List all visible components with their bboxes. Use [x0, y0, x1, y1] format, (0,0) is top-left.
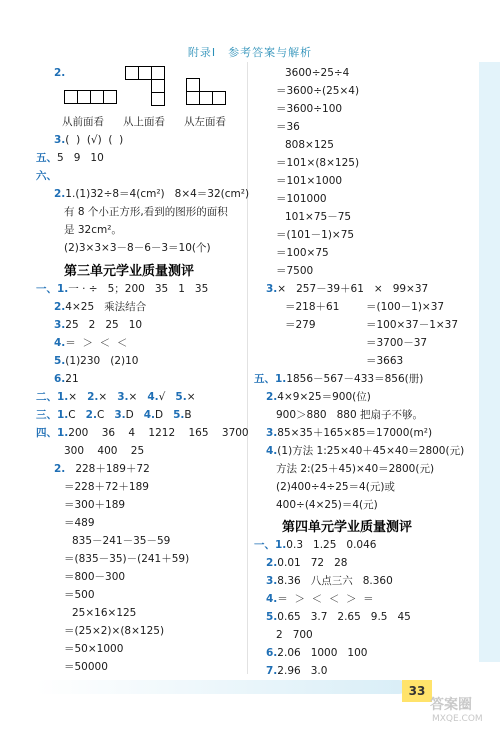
calc-line: ＝101×1000 [276, 175, 343, 187]
answer-line: 有 8 个小正方形,看到的图形的面积 [64, 206, 228, 218]
answer-line: 4.＝ ＞ ＜ ＜ ＞ ＝ [266, 593, 374, 605]
calc-line: ＝(101－1)×75 [276, 229, 355, 241]
answer-line: 二、1.× 2.× 3.× 4.√ 5.× [36, 391, 196, 403]
page-number: 33 [402, 680, 432, 702]
calc-line: 3600÷25÷4 [285, 67, 350, 79]
answer-line: (2)3×3×3－8－6－3＝10(个) [64, 242, 211, 254]
calc-line: ＝279 [285, 319, 316, 331]
answer-line: 4.＝ ＞ ＜ ＜ [54, 337, 128, 349]
calc-line: ＝800－300 [64, 571, 126, 583]
answer-line: 2 700 [276, 629, 313, 641]
column-divider [247, 62, 248, 674]
answer-line: 3.× 257－39＋61 × 99×37 [266, 283, 429, 295]
answer-line: 300 400 25 [64, 445, 145, 457]
answer-line: 2.1.(1)32÷8＝4(cm²) 8×4＝32(cm²) [54, 188, 250, 200]
calc-line: ＝3600÷100 [276, 103, 343, 115]
left-view-label: 从左面看 [184, 116, 226, 128]
answer-line: 五、5 9 10 [36, 152, 104, 164]
answer-line: 7.2.96 3.0 [266, 665, 328, 677]
answer-line: 一、1.一 · ÷ 5；200 35 1 35 [36, 283, 209, 295]
answer-line: 5.(1)230 (2)10 [54, 355, 139, 367]
calc-line: ＝300＋189 [64, 499, 126, 511]
answer-line: 4.(1)方法 1:25×40＋45×40＝2800(元) [266, 445, 465, 457]
calc-line: ＝500 [64, 589, 95, 601]
calc-line: ＝36 [276, 121, 300, 133]
calc-line: ＝218＋61 [285, 301, 340, 313]
footer-band [36, 680, 406, 694]
calc-line: ＝100×37－1×37 [366, 319, 459, 331]
answer-line: 3.( ) (√) ( ) [54, 134, 124, 146]
answer-line: 2.0.01 72 28 [266, 557, 348, 569]
answer-line: 六、 [36, 170, 57, 182]
calc-line: ＝100×75 [276, 247, 329, 259]
answer-line: 2. 228＋189＋72 [54, 463, 150, 475]
answer-line: 四、1.200 36 4 1212 165 3700 [36, 427, 249, 439]
section-title: 第四单元学业质量测评 [282, 520, 413, 535]
answer-line: 900＞880 880 把扇子不够。 [276, 409, 423, 421]
answer-line: 5.0.65 3.7 2.65 9.5 45 [266, 611, 411, 623]
front-view-figure [64, 78, 124, 108]
calc-line: ＝228＋72＋189 [64, 481, 149, 493]
calc-line: ＝50000 [64, 661, 108, 673]
top-view-label: 从上面看 [123, 116, 165, 128]
front-view-label: 从前面看 [62, 116, 104, 128]
left-view-figure [186, 78, 246, 108]
q2-num: 2. [54, 67, 66, 79]
answer-line: 2.4×9×25＝900(位) [266, 391, 371, 403]
answer-line: 6.21 [54, 373, 79, 385]
answer-line: 2.4×25 乘法结合 [54, 301, 147, 313]
answer-line: 一、1.0.3 1.25 0.046 [254, 539, 377, 551]
calc-line: ＝(100－1)×37 [366, 301, 445, 313]
calc-line: 101×75－75 [285, 211, 352, 223]
answer-line: 是 32cm²。 [64, 224, 122, 236]
watermark-url: MXQE.COM [432, 714, 483, 724]
calc-line: 808×125 [285, 139, 334, 151]
calc-line: 25×16×125 [72, 607, 137, 619]
calc-line: ＝50×1000 [64, 643, 124, 655]
calc-line: ＝3663 [366, 355, 404, 367]
calc-line: ＝7500 [276, 265, 314, 277]
calc-line: ＝3700－37 [366, 337, 428, 349]
answer-line: 400÷(4×25)＝4(元) [276, 499, 378, 511]
calc-line: ＝3600÷(25×4) [276, 85, 360, 97]
calc-line: ＝101000 [276, 193, 327, 205]
section-title: 第三单元学业质量测评 [64, 264, 195, 279]
answer-line: 3.85×35＋165×85＝17000(m²) [266, 427, 433, 439]
answer-line: 3.25 2 25 10 [54, 319, 143, 331]
side-band [479, 62, 500, 662]
answer-line: 6.2.06 1000 100 [266, 647, 368, 659]
answer-line: (2)400÷4÷25＝4(元)或 [276, 481, 395, 493]
page-header: 附录Ⅰ 参考答案与解析 [187, 46, 313, 59]
calc-line: ＝(25×2)×(8×125) [64, 625, 165, 637]
top-view-figure [125, 66, 185, 111]
calc-line: ＝101×(8×125) [276, 157, 360, 169]
answer-line: 方法 2:(25＋45)×40＝2800(元) [276, 463, 435, 475]
answer-line: 3.8.36 八点三六 8.360 [266, 575, 393, 587]
calc-line: ＝(835－35)－(241＋59) [64, 553, 190, 565]
answer-line: 五、1.1856－567－433＝856(册) [254, 373, 424, 385]
watermark: 答案圈 [430, 697, 472, 713]
calc-line: ＝489 [64, 517, 95, 529]
calc-line: 835－241－35－59 [72, 535, 171, 547]
answer-line: 三、1.C 2.C 3.D 4.D 5.B [36, 409, 192, 421]
